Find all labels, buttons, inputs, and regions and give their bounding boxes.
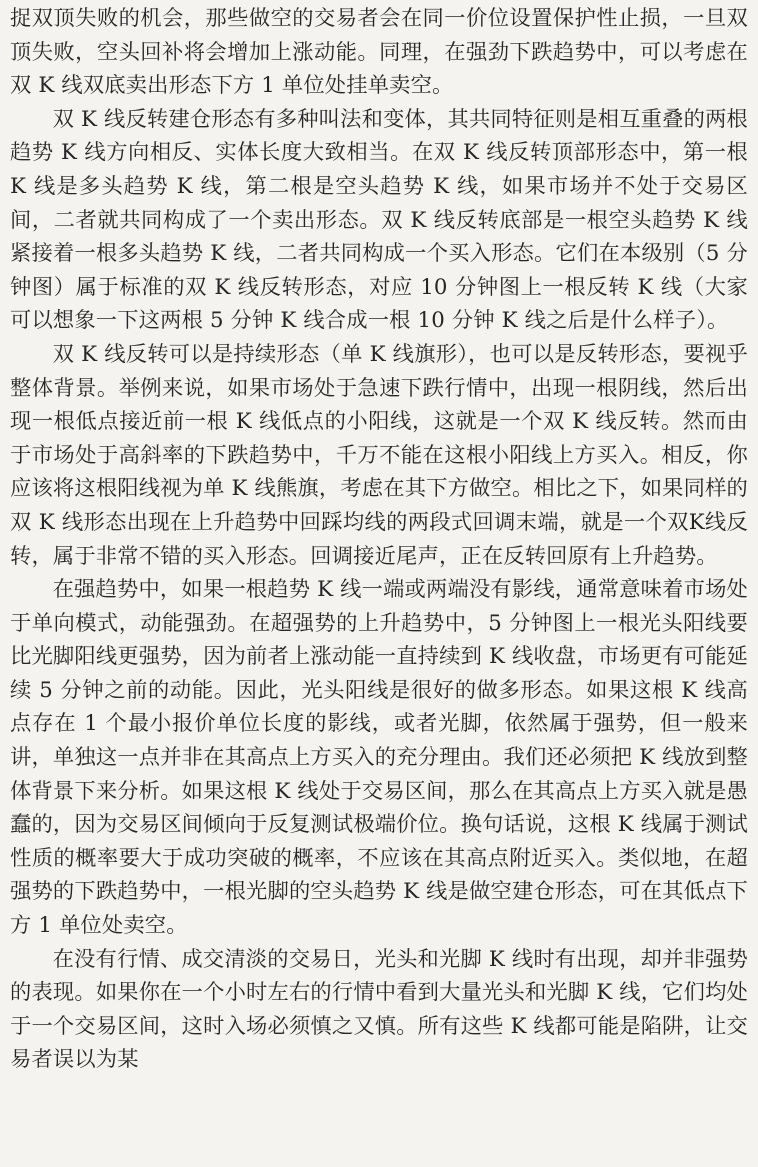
paragraph-4: 在强趋势中，如果一根趋势 K 线一端或两端没有影线，通常意味着市场处于单向模式，动能强劲。在超强势的上升趋势中，5 分钟图上一根光头阳线要比光脚阳线更强势，因为前者上涨动能一直持续到 K 线收盘，市场更有可能延续 5 分钟之前的动能。因此，光头阳线是很好的做多形态。如果这根 K 线高点存在 1 个最小报价单位长度的影线，或者光脚，依然属于强势，但一般来讲，单独这一点并非在其高点上方买入的充分理由。我们还必须把 K 线放到整体背景下来分析。如果这根 K 线处于交易区间，那么在其高点上方买入就是愚蠢的，因为交易区间倾向于反复测试极端价位。换句话说，这根 K 线属于测试性质的概率要大于成功突破的概率，不应该在其高点附近买入。类似地，在超强势的下跌趋势中，一根光脚的空头趋势 K 线是做空建仓形态，可在其低点下方 1 单位处卖空。 (10, 577, 748, 939)
paragraph-3: 双 K 线反转可以是持续形态（单 K 线旗形），也可以是反转形态，要视乎整体背景。举例来说，如果市场处于急速下跌行情中，出现一根阴线，然后出现一根低点接近前一根 K 线低点的小阳线，这就是一个双 K 线反转。然而由于市场处于高斜率的下跌趋势中，千万不能在这根小阳线上方买入。相反，你应该将这根阳线视为单 K 线熊旗，考虑在其下方做空。相比之下，如果同样的双 K 线形态出现在上升趋势中回踩均线的两段式回调末端，就是一个双K线反转，属于非常不错的买入形态。回调接近尾声，正在反转回原有上升趋势。 (10, 341, 748, 569)
paragraph-1: 捉双顶失败的机会，那些做空的交易者会在同一价位设置保护性止损，一旦双顶失败，空头回补将会增加上涨动能。同理，在强劲下跌趋势中，可以考虑在双 K 线双底卖出形态下方 1 单位处挂单卖空。 (10, 6, 748, 99)
paragraph-5: 在没有行情、成交清淡的交易日，光头和光脚 K 线时有出现，却并非强势的表现。如果你在一个小时左右的行情中看到大量光头和光脚 K 线，它们均处于一个交易区间，这时入场必须慎之又慎。所有这些 K 线都可能是陷阱，让交易者误以为某 (10, 946, 748, 1073)
paragraph-2: 双 K 线反转建仓形态有多种叫法和变体，其共同特征则是相互重叠的两根趋势 K 线方向相反、实体长度大致相当。在双 K 线反转顶部形态中，第一根 K 线是多头趋势 K 线，第二根是空头趋势 K 线，如果市场并不处于交易区间，二者就共同构成了一个卖出形态。双 K 线反转底部是一根空头趋势 K 线紧接着一根多头趋势 K 线，二者共同构成一个买入形态。它们在本级别（5 分钟图）属于标准的双 K 线反转形态，对应 10 分钟图上一根反转 K 线（大家可以想象一下这两根 5 分钟 K 线合成一根 10 分钟 K 线之后是什么样子）。 (10, 106, 748, 334)
